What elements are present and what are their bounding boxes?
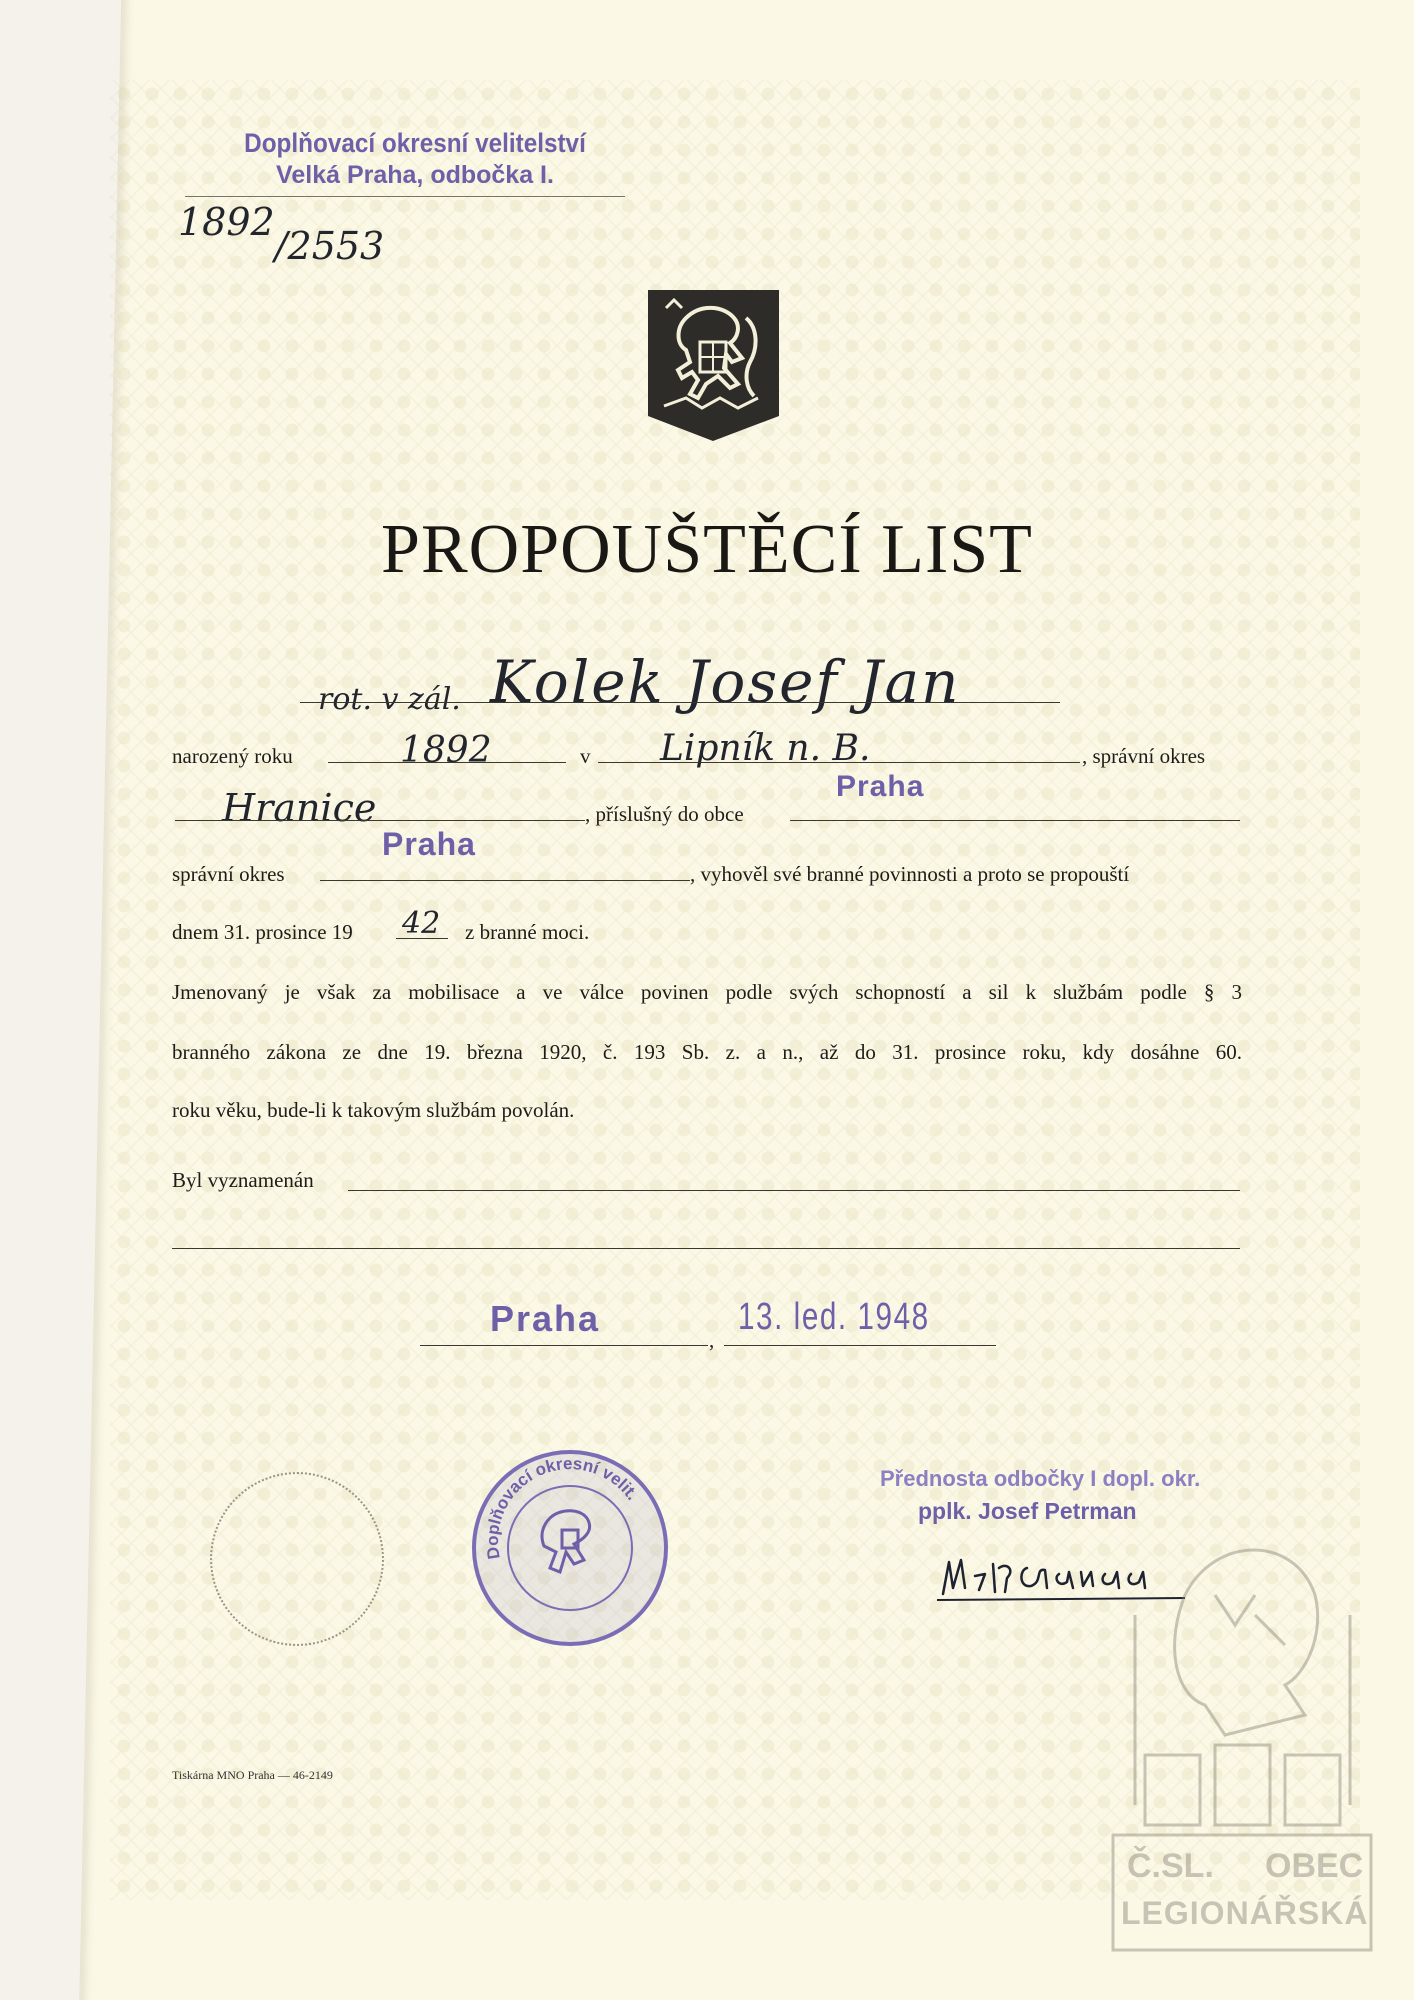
rank-prefix: rot. v zál. — [318, 682, 461, 717]
decoration-line-1 — [348, 1190, 1240, 1191]
issue-place-stamp: Praha — [490, 1298, 601, 1339]
seal-text: Doplňovací okresní velit. — [482, 1454, 643, 1561]
coat-of-arms-icon — [646, 288, 781, 443]
header-rule — [185, 196, 625, 197]
person-name: Kolek Josef Jan — [490, 648, 961, 716]
name-line — [300, 702, 1060, 703]
issue-date-line — [724, 1345, 996, 1346]
label-admin-district: správní okres — [172, 862, 285, 886]
admin-district-text: , vyhověl své branné povinnosti a proto se propouští — [690, 862, 1130, 886]
municipality-stamp: Praha — [836, 770, 925, 803]
seal-placeholder — [210, 1472, 384, 1646]
header-stamp — [205, 128, 625, 190]
signature-line-1: Přednosta odbočky I dopl. okr. — [880, 1466, 1201, 1491]
page-title: PROPOUŠTĚCÍ LIST — [381, 511, 1033, 588]
decoration-line-2 — [172, 1248, 1240, 1249]
paper-edge — [0, 0, 122, 2000]
reference-numerator: 1892 — [178, 200, 275, 244]
reference-denominator: /2553 — [274, 224, 385, 268]
body-line-1: Jmenovaný je však za mobilisace a ve válce povinen podle svých schopností a sil k službám podle § 3 — [172, 980, 1242, 1004]
signature-line-2: pplk. Josef Petrman — [918, 1498, 1137, 1524]
label-belongs: , příslušný do obce — [585, 802, 744, 826]
release-date-prefix: dnem 31. prosince 19 — [172, 920, 353, 944]
round-seal — [470, 1448, 670, 1648]
body-line-3: roku věku, bude-li k takovým službám povolán. — [172, 1098, 575, 1122]
issue-date-stamp: 13. led. 1948 — [738, 1296, 930, 1338]
reference-number — [178, 200, 385, 268]
release-date-suffix: z branné moci. — [465, 920, 590, 944]
watermark-line3: LEGIONÁŘSKÁ — [1121, 1895, 1369, 1931]
municipality-line — [790, 820, 1240, 821]
watermark-logo — [1105, 1475, 1380, 1965]
birth-place: Lipník n. B. — [660, 728, 871, 769]
header-stamp-line1: Doplňovací okresní velitelství — [244, 128, 586, 158]
issue-place-line — [420, 1345, 708, 1346]
birth-year-line — [328, 762, 566, 763]
label-birth-year: narozený roku — [172, 744, 293, 768]
header-stamp-line2: Velká Praha, odbočka I. — [276, 161, 554, 189]
watermark-line2: OBEC — [1265, 1847, 1364, 1885]
release-year-line — [396, 938, 448, 939]
birth-year: 1892 — [400, 730, 492, 771]
district-line — [175, 820, 585, 821]
body-line-2: branného zákona ze dne 19. března 1920, č. 193 Sb. z. a n., až do 31. prosince roku, kdy dosáhne 60. — [172, 1040, 1242, 1064]
release-year-suffix: 42 — [402, 906, 441, 941]
admin-district-stamp: Praha — [382, 826, 476, 862]
printer-note: Tiskárna MNO Praha — 46-2149 — [172, 1768, 333, 1782]
birth-place-line — [598, 762, 1080, 763]
birth-district: Hranice — [222, 786, 377, 830]
issue-comma: , — [709, 1328, 715, 1352]
watermark-line1: Č.SL. — [1127, 1847, 1214, 1885]
label-birth-in: v — [580, 744, 591, 768]
label-district: , správní okres — [1082, 744, 1206, 768]
label-decoration: Byl vyznamenán — [172, 1168, 314, 1192]
admin-district-line — [320, 880, 690, 881]
